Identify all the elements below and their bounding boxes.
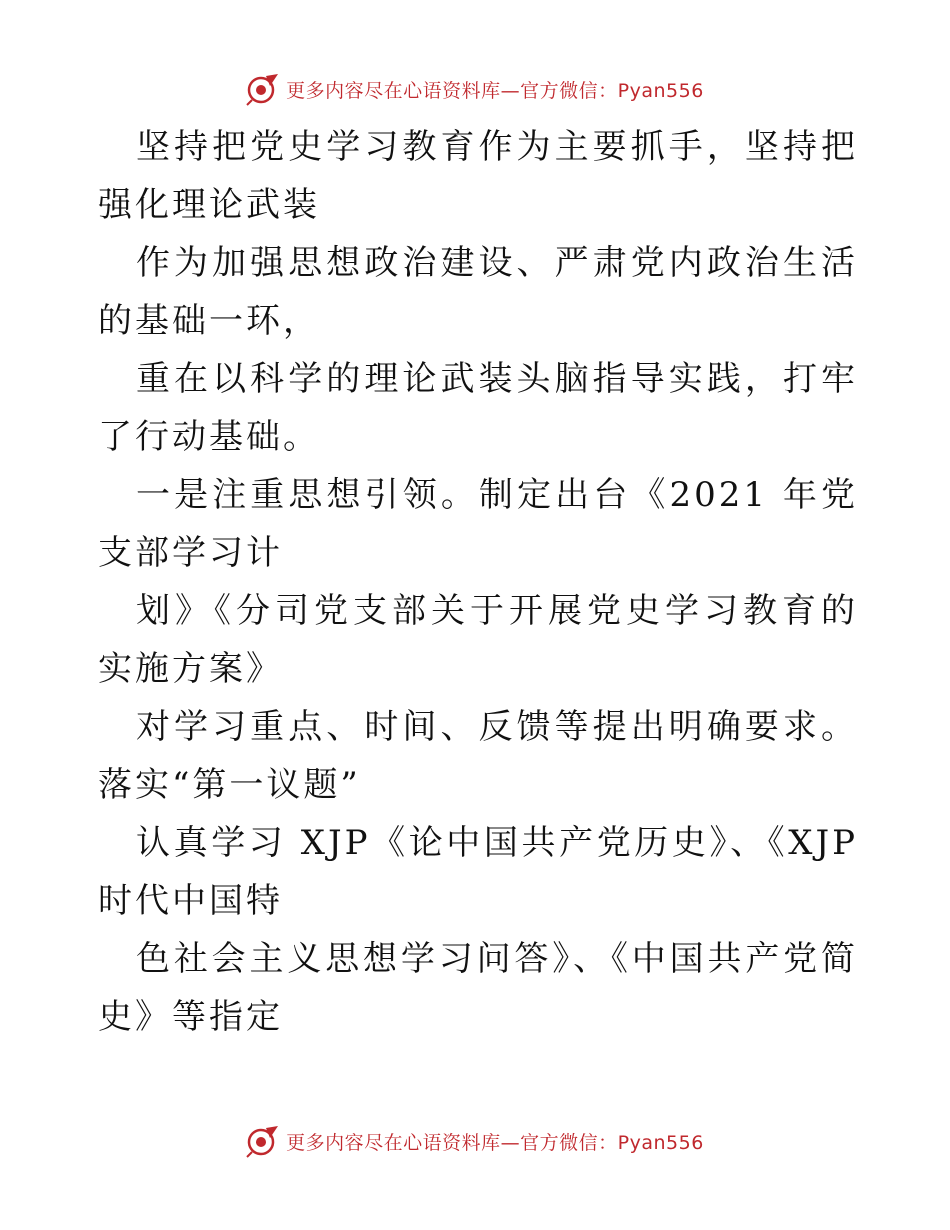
ink-logo-icon xyxy=(246,72,280,106)
paragraph-6: 对学习重点、时间、反馈等提出明确要求。落实“第一议题” xyxy=(98,707,858,805)
paragraph-7: 认真学习 XJP《论中国共产党历史》、《XJP 时代中国特 xyxy=(98,823,858,921)
ink-logo-icon xyxy=(246,1124,280,1158)
paragraph-4: 一是注重思想引领。制定出台《2021 年党支部学习计 xyxy=(98,475,858,573)
paragraph-3: 重在以科学的理论武装头脑指导实践，打牢了行动基础。 xyxy=(98,359,858,457)
document-body xyxy=(98,118,858,1046)
footer-watermark xyxy=(0,1124,950,1158)
paragraph-2: 作为加强思想政治建设、严肃党内政治生活的基础一环， xyxy=(98,243,858,341)
paragraph-8: 色社会主义思想学习问答》、《中国共产党简史》等指定 xyxy=(98,939,858,1037)
paragraph-1: 坚持把党史学习教育作为主要抓手，坚持把强化理论武装 xyxy=(98,127,858,225)
header-watermark-text: 更多内容尽在心语资料库—官方微信：Pyan556 xyxy=(286,79,704,102)
paragraph-5: 划》《分司党支部关于开展党史学习教育的实施方案》 xyxy=(98,591,858,689)
header-watermark xyxy=(0,72,950,106)
footer-watermark-text: 更多内容尽在心语资料库—官方微信：Pyan556 xyxy=(286,1131,704,1154)
